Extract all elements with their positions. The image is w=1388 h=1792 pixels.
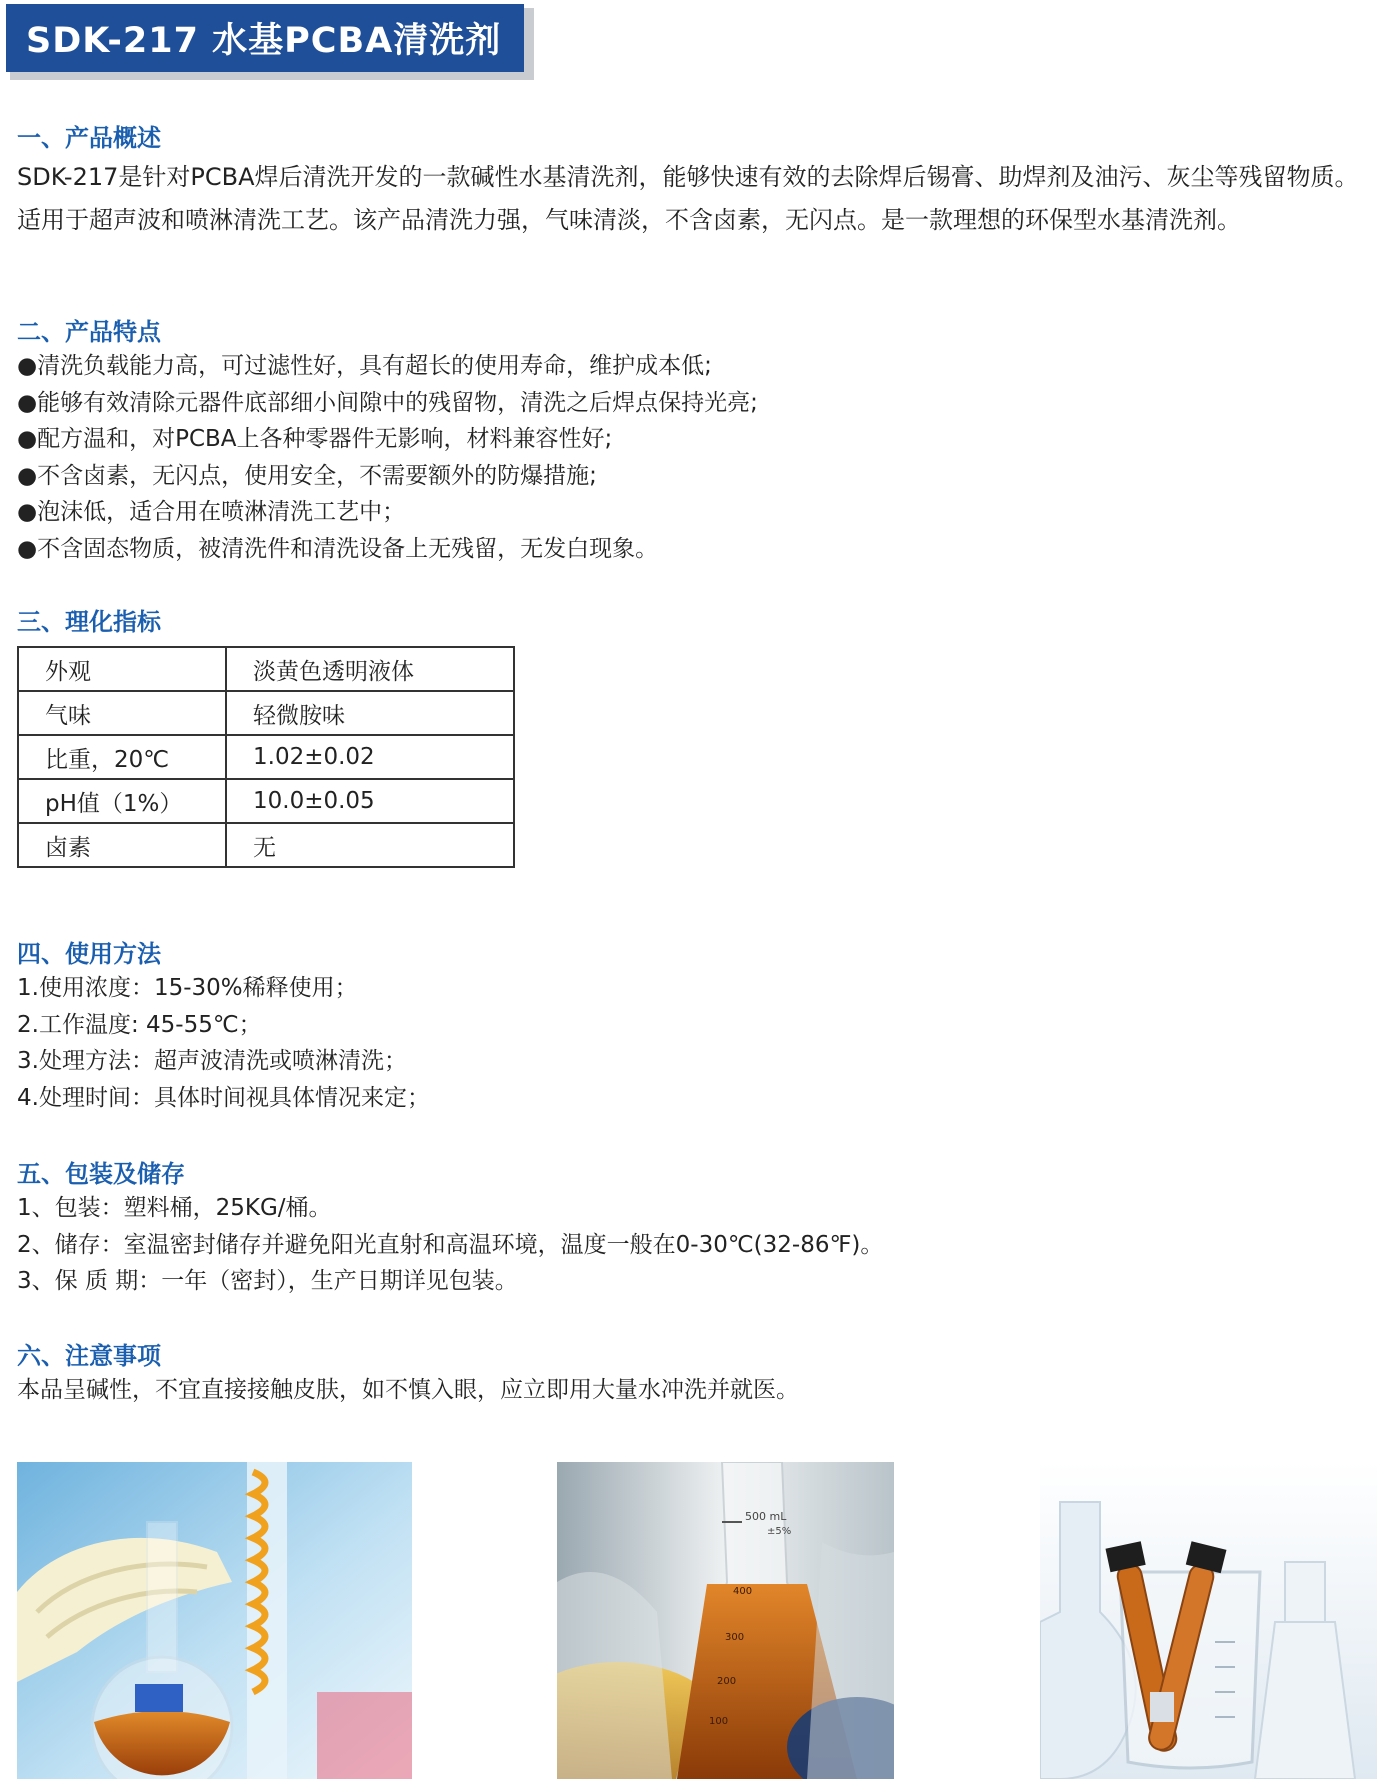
section-heading-storage: 五、包装及储存 — [17, 1160, 185, 1188]
flask-mark: 300 — [725, 1632, 745, 1643]
spec-key: 气味 — [18, 691, 226, 735]
section-heading-usage: 四、使用方法 — [17, 940, 161, 968]
section-features — [17, 316, 1377, 567]
spec-key: 外观 — [18, 647, 226, 691]
section-heading-specs: 三、理化指标 — [17, 608, 161, 636]
list-item: ●能够有效清除元器件底部细小间隙中的残留物，清洗之后焊点保持光亮; — [17, 389, 758, 416]
usage-list — [17, 970, 1377, 1116]
table-row — [18, 735, 514, 779]
list-item: ●泡沫低，适合用在喷淋清洗工艺中； — [17, 499, 406, 525]
list-item: ●不含卤素，无闪点，使用安全，不需要额外的防爆措施; — [17, 462, 597, 489]
list-item: 1.使用浓度：15-30%稀释使用； — [17, 975, 358, 1001]
photo-gloved-hand-flask-image — [17, 1462, 412, 1779]
list-item: 2.工作温度: 45-55℃； — [17, 1011, 262, 1038]
spec-table — [17, 646, 515, 868]
section-overview — [17, 122, 1377, 242]
table-row — [18, 823, 514, 867]
title-bar — [6, 4, 524, 72]
flask-mark: 400 — [733, 1586, 753, 1597]
photo-beaker-test-tubes — [1040, 1462, 1377, 1779]
features-list — [17, 348, 1377, 567]
spec-value: 10.0±0.05 — [226, 779, 514, 823]
notes-text: 本品呈碱性，不宜直接接触皮肤，如不慎入眼，应立即用大量水冲洗并就医。 — [17, 1377, 799, 1403]
spec-key: pH值（1%） — [18, 779, 226, 823]
photo-erlenmeyer-flasks — [557, 1462, 894, 1779]
flask-tolerance-label: ±5% — [767, 1526, 792, 1537]
spec-value: 无 — [226, 823, 514, 867]
list-item: 4.处理时间：具体时间视具体情况来定； — [17, 1084, 430, 1111]
photo-beaker-test-tubes-image — [1040, 1462, 1377, 1779]
section-heading-features: 二、产品特点 — [17, 318, 161, 346]
list-item: ●配方温和，对PCBA上各种零器件无影响，材料兼容性好; — [17, 426, 613, 452]
storage-list — [17, 1190, 1377, 1300]
spec-key: 比重，20℃ — [18, 735, 226, 779]
section-specs — [17, 606, 1377, 868]
list-item: 2、储存：室温密封储存并避免阳光直射和高温环境，温度一般在0-30℃(32-86℉)。 — [17, 1231, 884, 1258]
section-usage — [17, 938, 1377, 1116]
flask-mark: 100 — [709, 1716, 729, 1727]
spec-value: 轻微胺味 — [226, 691, 514, 735]
flask-mark: 200 — [717, 1676, 737, 1687]
photo-erlenmeyer-flasks-image — [557, 1462, 894, 1779]
list-item: 1、包装：塑料桶，25KG/桶。 — [17, 1195, 332, 1221]
list-item: ●不含固态物质，被清洗件和清洗设备上无残留，无发白现象。 — [17, 535, 659, 562]
section-notes — [17, 1340, 1377, 1409]
spec-value: 1.02±0.02 — [226, 735, 514, 779]
spec-key: 卤素 — [18, 823, 226, 867]
flask-capacity-label: 500 mL — [745, 1510, 787, 1523]
table-row — [18, 691, 514, 735]
spec-value: 淡黄色透明液体 — [226, 647, 514, 691]
photo-gloved-hand-flask — [17, 1462, 412, 1779]
list-item: ●清洗负载能力高，可过滤性好，具有超长的使用寿命，维护成本低; — [17, 353, 712, 379]
table-row — [18, 647, 514, 691]
list-item: 3、保 质 期：一年（密封），生产日期详见包装。 — [17, 1268, 518, 1294]
section-heading-notes: 六、注意事项 — [17, 1342, 161, 1370]
section-storage — [17, 1158, 1377, 1300]
table-row — [18, 779, 514, 823]
section-heading-overview: 一、产品概述 — [17, 124, 161, 152]
title-banner — [0, 0, 534, 80]
list-item: 3.处理方法：超声波清洗或喷淋清洗； — [17, 1048, 407, 1074]
page-title: SDK-217 水基PCBA清洗剂 — [26, 21, 502, 61]
overview-text: SDK-217是针对PCBA焊后清洗开发的一款碱性水基清洗剂，能够快速有效的去除焊后锡膏、助焊剂及油污、灰尘等残留物质。适用于超声波和喷淋清洗工艺。该产品清洗力强，气味清淡，不含卤素，无闪点。是一款理想的环保型水基清洗剂。 — [17, 163, 1359, 234]
